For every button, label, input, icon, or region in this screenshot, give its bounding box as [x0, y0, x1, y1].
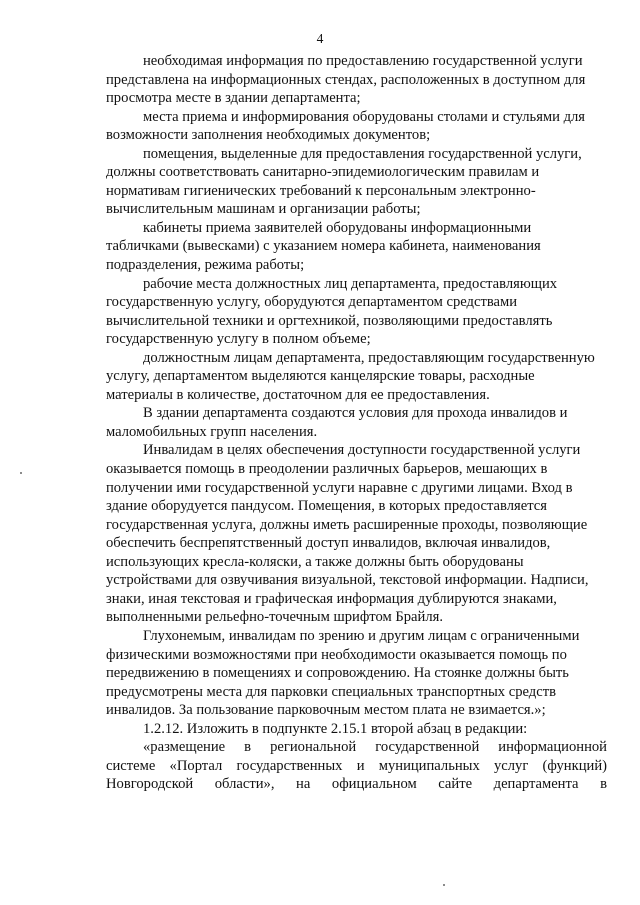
scan-speck	[20, 472, 22, 474]
paragraph-disabled-assistance: Инвалидам в целях обеспечения доступности государственной услуги оказывается помощь в преодолении различных барьеров, мешающих в получении ими государственной услуги наравне с другими лицами. Вход в здание оборудуется пандусом. Помещения, в которых предоставляется государственная услуга, должны иметь расширенные проходы, позволяющие обеспечить беспрепятственный доступ инвалидов, включая инвалидов, использующих кресла-коляски, а также должны быть оборудованы устройствами для озвучивания визуальной, текстовой информации. Надписи, знаки, иная текстовая и графическая информация дублируются знаками, выполненными рельефно-точечным шрифтом Брайля.	[106, 442, 589, 626]
body-text	[106, 52, 607, 794]
paragraph-deaf-blind-assistance: Глухонемым, инвалидам по зрению и другим лицам с ограниченными физическими возможностями при необходимости оказывается помощь по передвижению в помещениях и сопровождению. На стоянке должны быть предусмотрены места для парковки специальных транспортных средств инвалидов. За пользование парковочным местом плата не взимается.»;	[106, 627, 580, 719]
scan-speck	[443, 884, 445, 886]
paragraph-office-supplies: должностным лицам департамента, предоставляющим государственную услугу, департаментом выделяются канцелярские товары, расходные материалы в количестве, достаточном для ее предоставления.	[106, 349, 595, 403]
paragraph-amendment-1-2-12: 1.2.12. Изложить в подпункте 2.15.1 второй абзац в редакции:	[143, 720, 528, 737]
paragraph-info-stands: необходимая информация по предоставлению государственной услуги представлена на информационных стендах, расположенных в доступном для просмотра месте в здании департамента;	[106, 53, 586, 107]
paragraph-premises-requirements: помещения, выделенные для предоставления государственной услуги, должны соответствовать санитарно-эпидемиологическим правилам и нормативам гигиенических требований к персональным электронно- вычислительным машинам и организации работы;	[106, 145, 582, 218]
paragraph-workplaces: рабочие места должностных лиц департамента, предоставляющих государственную услугу, оборудуются департаментом средствами вычислительной техники и оргтехникой, позволяющими предоставлять государственную услугу в полном объеме;	[106, 275, 558, 348]
paragraph-reception-places: места приема и информирования оборудованы столами и стульями для возможности заполнения необходимых документов;	[106, 108, 586, 144]
paragraph-quoted-amendment: «размещение в региональной государственной информационной системе «Портал государственных и муниципальных услуг (функций) Новгородской области», на официальном сайте департамента в	[106, 739, 607, 793]
paragraph-office-signs: кабинеты приема заявителей оборудованы информационными табличками (вывесками) с указанием номера кабинета, наименования подразделения, режима работы;	[106, 219, 541, 274]
paragraph-accessibility-conditions: В здании департамента создаются условия для прохода инвалидов и маломобильных групп населения.	[106, 405, 568, 440]
page-number: 4	[316, 31, 324, 46]
